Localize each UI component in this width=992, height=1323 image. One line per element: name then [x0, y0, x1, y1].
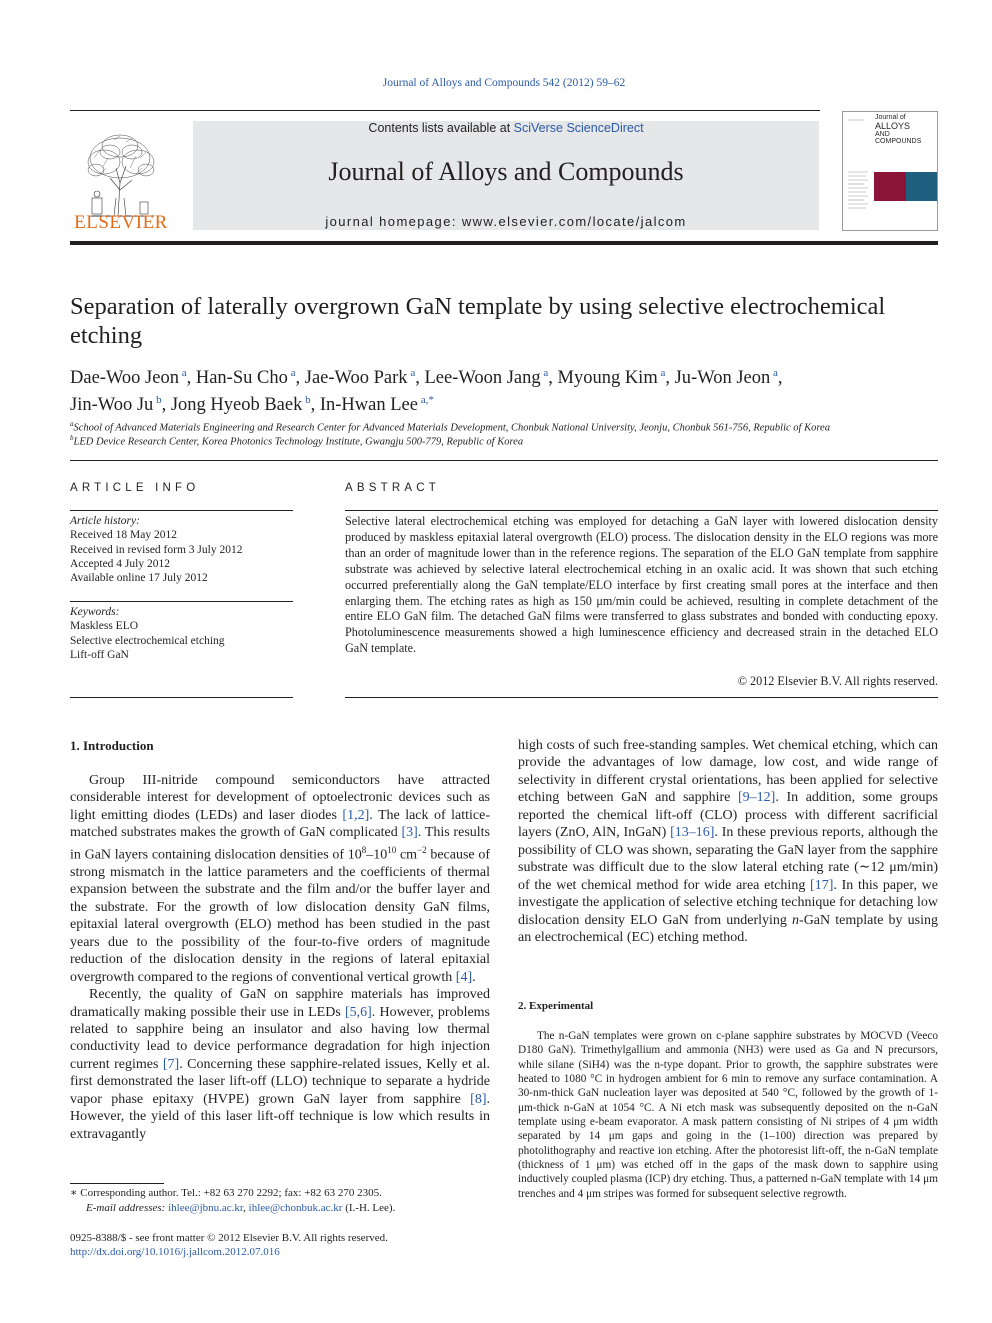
- author-name: Myoung Kim: [557, 368, 658, 389]
- history-received: Received 18 May 2012: [70, 529, 177, 542]
- doi-link[interactable]: http://dx.doi.org/10.1016/j.jallcom.2012.07.016: [70, 1246, 280, 1259]
- author-line-2: Jin-Woo Ju $^b$, Jong Hyeob Baek $^b$, In-Hwan Lee $^{a,*}$: [70, 394, 434, 416]
- keywords-label: Keywords:: [70, 606, 120, 618]
- author-affiliation-mark[interactable]: a: [657, 367, 666, 379]
- ref-link[interactable]: [4]: [455, 969, 473, 985]
- intro-paragraph-2: Recently, the quality of GaN on sapphire materials has improved dramatically making possible their use in LEDs [5,6]. However, problems related to sapphire being an insulator and also having low thermal conductivity lead to device performance degradation for high injection current regimes [7]. Concerning these sapphire-related issues, Kelly et al. first demonstrated the laser lift-off (LLO) technique to separate a hydride vapor phase epitaxy (HVPE) grown GaN layer from sapphire [8]. However, the yield of this laser lift-off technique is low which results in extravagantly: [70, 987, 491, 1142]
- cover-side-lines: [846, 116, 872, 226]
- author-name: Jin-Woo Ju: [70, 395, 154, 416]
- author-name: Lee-Woon Jang: [424, 368, 541, 389]
- author-affiliation-mark[interactable]: a: [178, 367, 187, 379]
- author-name: Jae-Woo Park: [304, 368, 408, 389]
- author-line-1: Dae-Woo Jeon $^a$, Han-Su Cho $^a$, Jae-Woo Park $^a$, Lee-Woon Jang $^a$, Myoung Kim $^a$, Ju-Won Jeon $^a$,: [70, 367, 783, 389]
- email-link[interactable]: ihlee@jbnu.ac.kr: [168, 1201, 244, 1214]
- experimental-paragraph: The n-GaN templates were grown on c-plane sapphire substrates by MOCVD (Veeco D180 GaN). Trimethylgallium and ammonia (NH3) were used as Ga and N precursors, while silane (SiH4) was the n-type dopant. Prior to growth, the sapphire substrates were heated to 1080 °C in hydrogen ambient for 6 min to remove any surface contamination. A 30-nm-thick GaN nucleation layer was deposited at 540 °C, followed by the growth of 1-μm-thick n-GaN at 1054 °C. A Ni etch mask was subsequently deposited on the n-GaN template using e-beam evaporator. A mask pattern consisting of Ni stripes of 4 μm width separated by 14 μm gaps and going in the (1–100) direction was prepared by photolithography and reactive ion etching. After the photoresist lift-off, the n-GaN template (thickness of 1 μm) was etched off in the gaps of the mask down to sapphire using inductively coupled plasma (ICP) dry etching. Thus, a patterned n-GaN template with 14 μm trenches and 4 μm stripes was formed for subsequent selective regrowth.: [518, 1030, 938, 1200]
- article-info-rule: [70, 510, 293, 511]
- article-history-label: Article history:: [70, 515, 140, 527]
- author-affiliation-mark[interactable]: b: [302, 394, 311, 407]
- article-history: [70, 514, 295, 585]
- journal-homepage: journal homepage: www.elsevier.com/locate/jalcom: [325, 214, 687, 229]
- intro-paragraph-1: Group III-nitride compound semiconductors have attracted considerable interest for development of optoelectronic devices such as light emitting diodes (LEDs) and laser diodes [1,2]. The lack of lattice-matched substrates makes the growth of GaN complicated [3]. This results in GaN layers containing dislocation densities of $10^8-10^{10}$ $cm^{-2}$ because of strong mismatch in the lattice parameters and the coefficients of thermal expansion between the substrate and the film and/or the buffer layer and the substrate. For the growth of low dislocation density GaN films, epitaxial lateral overgrowth (ELO) method has been studied in the past years due to the possibility of the four-to-five orders of magnitude reduction of the dislocation density in the regions of lateral epitaxial overgrowth compared to the regions of conventional vertical growth [4].: [70, 773, 490, 985]
- abstract-text: Selective lateral electrochemical etching was employed for detaching a GaN layer with lowered dislocation density produced by maskless epitaxial lateral overgrowth (ELO) process. The dislocation density in the ELO regions was more than an order of magnitude lower than in the reference regions. The separation of the ELO GaN template from sapphire substrate was achieved by selective lateral electrochemical etching in an oxalic acid. It was shown that such etching occurred preferentially along the GaN template/ELO interface by first creating small pores at the interface and then enlarging them. The etching rates as high as 150 μm/min could be achieved, resulting in complete detachment of the entire ELO GaN film. The detached GaN films were transferred to glass substrates and bonded with conducting epoxy. Photoluminescence measurements showed a high luminescence efficiency and decreased strain in the detached ELO GaN template.: [345, 514, 938, 656]
- author-affiliation-mark[interactable]: a: [770, 367, 778, 379]
- issn-doi: [70, 1231, 500, 1260]
- body-column-left: [70, 772, 490, 1143]
- keywords: [70, 605, 295, 662]
- author-affiliation-mark[interactable]: b: [153, 394, 162, 407]
- author-name: In-Hwan Lee: [319, 395, 418, 416]
- sciencedirect-link[interactable]: SciVerse ScienceDirect: [513, 121, 644, 135]
- affiliation-b: $^b$LED Device Research Center, Korea Photonics Technology Institute, Gwangju 500-779, Republic of Korea: [70, 434, 524, 448]
- ref-link[interactable]: [7]: [162, 1056, 180, 1072]
- author-affiliation-mark[interactable]: a: [540, 367, 549, 379]
- ref-link[interactable]: [1,2]: [342, 807, 370, 823]
- keyword-item: Selective electrochemical etching: [70, 634, 225, 647]
- abstract-copyright: © 2012 Elsevier B.V. All rights reserved.: [737, 674, 938, 688]
- issn-line: 0925-8388/$ - see front matter © 2012 Elsevier B.V. All rights reserved.: [70, 1232, 388, 1244]
- section-heading-experimental: 2. Experimental: [518, 1000, 594, 1012]
- article-info-heading: ARTICLE INFO: [70, 482, 200, 494]
- author-list: [70, 362, 940, 416]
- cover-color-block-red: [874, 172, 906, 201]
- keyword-item: Lift-off GaN: [70, 648, 129, 661]
- author-name: Ju-Won Jeon: [674, 368, 771, 389]
- header-thick-rule: [70, 241, 938, 245]
- article-title: Separation of laterally overgrown GaN template by using selective electrochemical etching: [70, 293, 886, 349]
- contents-line: Contents lists available at SciVerse ScienceDirect: [368, 121, 644, 135]
- email-link[interactable]: ihlee@chonbuk.ac.kr: [248, 1201, 343, 1214]
- corresponding-author-note: ∗ Corresponding author. Tel.: +82 63 270 2292; fax: +82 63 270 2305.: [70, 1187, 382, 1199]
- elsevier-wordmark: ELSEVIER: [74, 212, 168, 233]
- abstract-heading: ABSTRACT: [345, 482, 440, 494]
- history-accepted: Accepted 4 July 2012: [70, 557, 170, 570]
- ref-link[interactable]: [3]: [401, 825, 418, 841]
- author-name: Han-Su Cho: [195, 368, 288, 389]
- affiliation-a: $^a$School of Advanced Materials Engineering and Research Center for Advanced Materials Development, Chonbuk National University, Jeonju, Chonbuk 561-756, Republic of Korea: [70, 420, 830, 434]
- ref-link[interactable]: [17]: [810, 877, 834, 893]
- ref-link[interactable]: [13–16]: [670, 825, 715, 841]
- history-online: Available online 17 July 2012: [70, 572, 208, 585]
- front-matter-rule: [70, 460, 938, 461]
- ref-link[interactable]: [9–12]: [738, 790, 776, 806]
- section-heading-introduction: 1. Introduction: [70, 738, 154, 753]
- history-revised: Received in revised form 3 July 2012: [70, 543, 243, 556]
- author-name: Dae-Woo Jeon: [70, 368, 179, 389]
- author-affiliation-mark[interactable]: a: [407, 367, 416, 379]
- abstract-rule: [345, 510, 938, 511]
- article-info-rule: [70, 697, 293, 698]
- journal-citation[interactable]: Journal of Alloys and Compounds 542 (2012) 59–62: [382, 77, 626, 89]
- ref-link[interactable]: [5,6]: [344, 1004, 372, 1020]
- email-note: E-mail addresses: ihlee@jbnu.ac.kr, ihlee@chonbuk.ac.kr (I.-H. Lee).: [86, 1201, 396, 1214]
- body-column-right: [518, 737, 938, 946]
- footnotes: [70, 1186, 500, 1215]
- keyword-item: Maskless ELO: [70, 620, 139, 633]
- abstract-rule: [345, 697, 938, 698]
- journal-title: Journal of Alloys and Compounds: [328, 157, 684, 186]
- author-affiliation-mark[interactable]: a: [287, 367, 296, 379]
- header-rule: [70, 110, 820, 111]
- intro-paragraph-3: high costs of such free-standing samples. Wet chemical etching, which can provide the advantages of low damage, low cost, and wide range of selectivity in different crystal orientations, has been applied for selective etching between GaN and sapphire [9–12]. In addition, some groups reported the chemical lift-off (CLO) process with different sacrificial layers (ZnO, AlN, InGaN) [13–16]. In these previous reports, although the possibility of CLO was shown, separating the GaN layer from the sapphire substrate was difficult due to the slow lateral etching rate (∼12 μm/min) of the wet chemical method for wide area etching [17]. In this paper, we investigate the application of selective etching technique for detaching low dislocation density ELO GaN from underlying n-GaN template by using an electrochemical (EC) etching method.: [518, 738, 939, 945]
- footnote-rule: [70, 1183, 164, 1184]
- article-info-rule: [70, 601, 293, 602]
- homepage-link[interactable]: www.elsevier.com/locate/jalcom: [461, 214, 687, 229]
- ref-link[interactable]: [8]: [470, 1091, 487, 1107]
- cover-title: Journal of ALLOYS AND COMPOUNDS: [875, 114, 922, 145]
- author-name: Jong Hyeob Baek: [170, 395, 303, 416]
- author-affiliation-mark[interactable]: a,*: [417, 394, 434, 407]
- cover-color-block-blue: [906, 172, 937, 201]
